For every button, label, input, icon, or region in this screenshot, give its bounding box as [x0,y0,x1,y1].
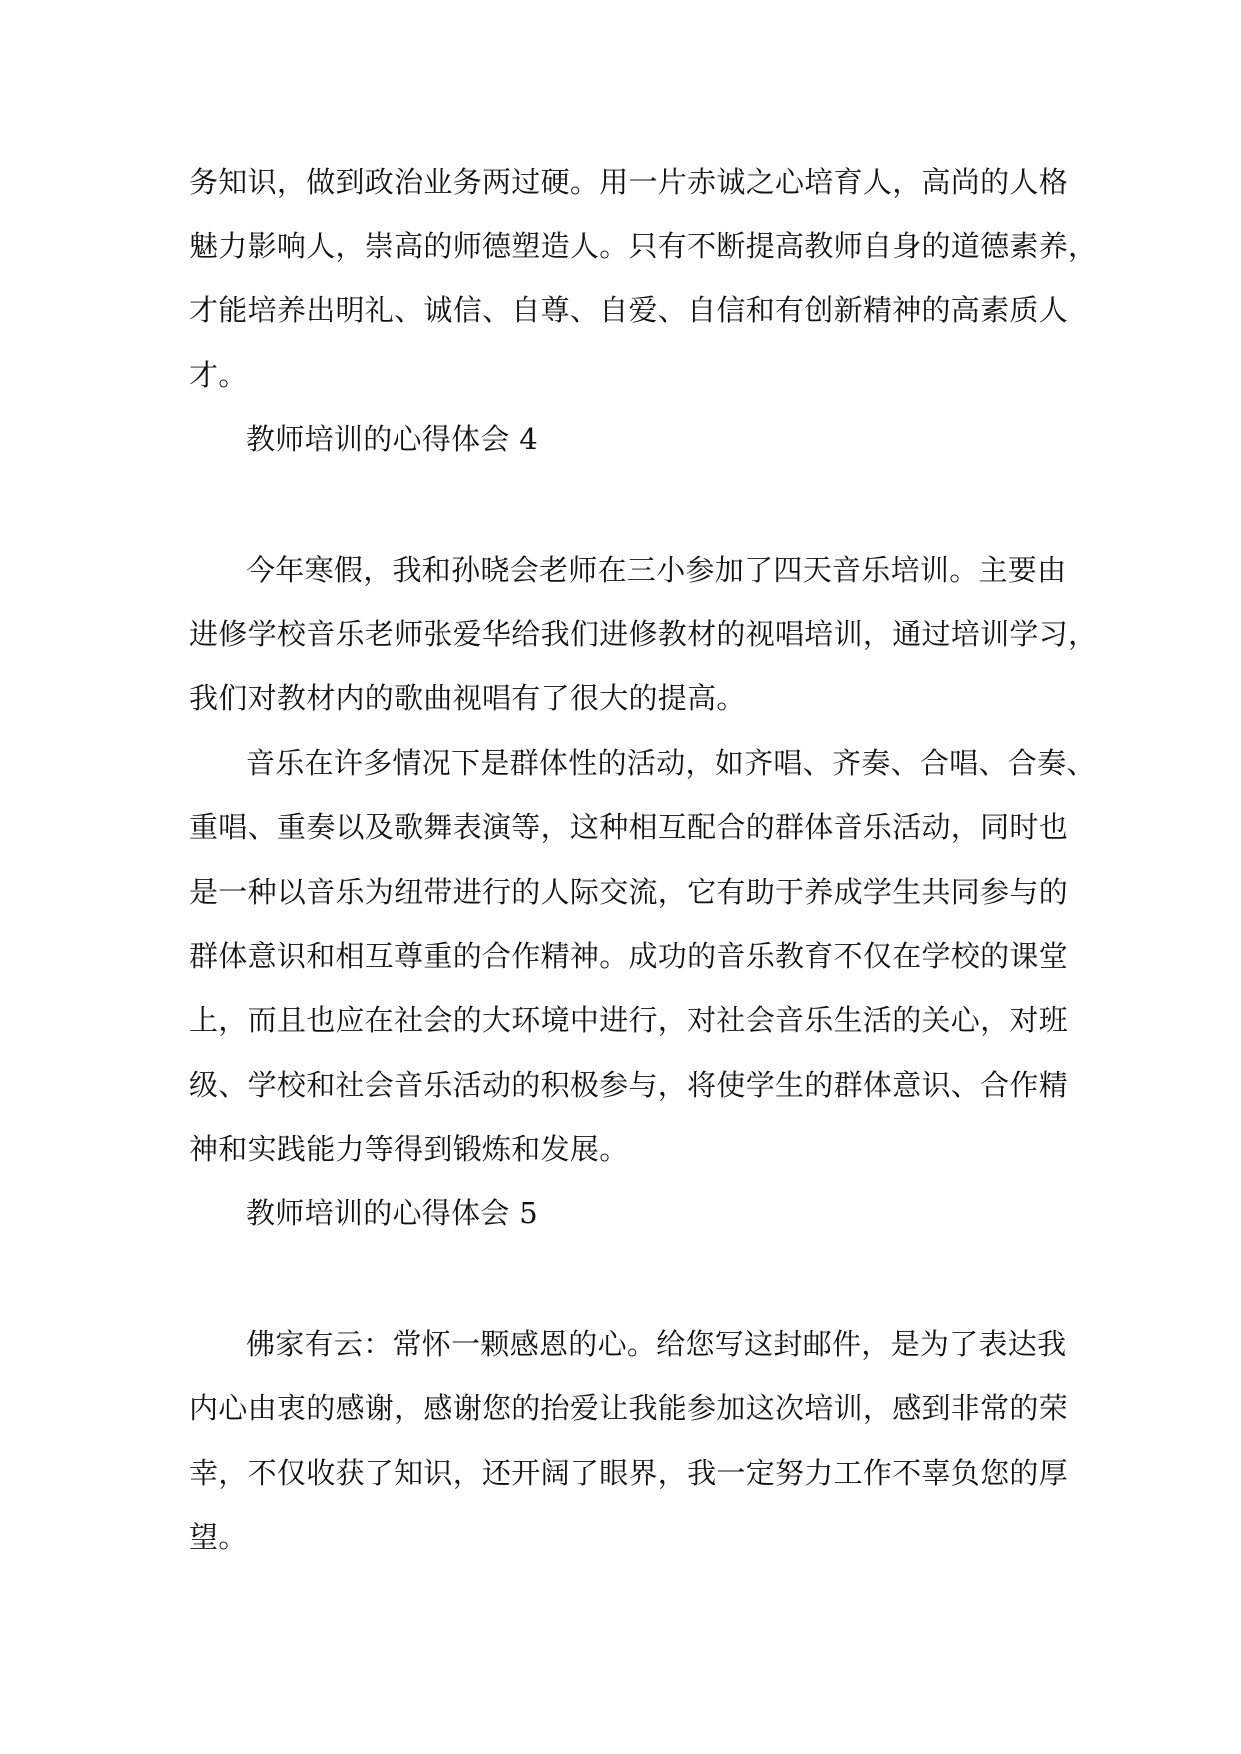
paragraph-line: 音乐在许多情况下是群体性的活动，如齐唱、齐奏、合唱、合奏、 [246,746,1096,780]
paragraph-line: 神和实践能力等得到锻炼和发展。 [189,1132,629,1166]
paragraph-line: 上，而且也应在社会的大环境中进行，对社会音乐生活的关心，对班 [189,1003,1069,1037]
paragraph-line: 佛家有云：常怀一颗感恩的心。给您写这封邮件，是为了表达我 [246,1327,1067,1361]
paragraph-line: 幸，不仅收获了知识，还开阔了眼界，我一定努力工作不辜负您的厚 [189,1456,1069,1490]
section-heading-5: 教师培训的心得体会 5 [246,1196,538,1230]
paragraph-line: 今年寒假，我和孙晓会老师在三小参加了四天音乐培训。主要由 [246,553,1067,587]
section-heading-4: 教师培训的心得体会 4 [246,422,538,456]
paragraph-line: 魅力影响人，崇高的师德塑造人。只有不断提高教师自身的道德素养， [189,229,1098,263]
paragraph-line: 我们对教材内的歌曲视唱有了很大的提高。 [189,681,746,715]
paragraph-line: 内心由衷的感谢，感谢您的抬爱让我能参加这次培训，感到非常的荣 [189,1391,1069,1425]
paragraph-line: 重唱、重奏以及歌舞表演等，这种相互配合的群体音乐活动，同时也 [189,810,1069,844]
paragraph-line: 进修学校音乐老师张爱华给我们进修教材的视唱培训，通过培训学习， [189,617,1098,651]
paragraph-line: 才。 [189,358,248,392]
paragraph-line: 群体意识和相互尊重的合作精神。成功的音乐教育不仅在学校的课堂 [189,939,1069,973]
paragraph-line: 级、学校和社会音乐活动的积极参与，将使学生的群体意识、合作精 [189,1068,1069,1102]
paragraph-line: 务知识，做到政治业务两过硬。用一片赤诚之心培育人，高尚的人格 [189,165,1069,199]
paragraph-line: 是一种以音乐为纽带进行的人际交流，它有助于养成学生共同参与的 [189,875,1069,909]
paragraph-line: 才能培养出明礼、诚信、自尊、自爱、自信和有创新精神的高素质人 [189,293,1069,327]
paragraph-line: 望。 [189,1520,248,1554]
